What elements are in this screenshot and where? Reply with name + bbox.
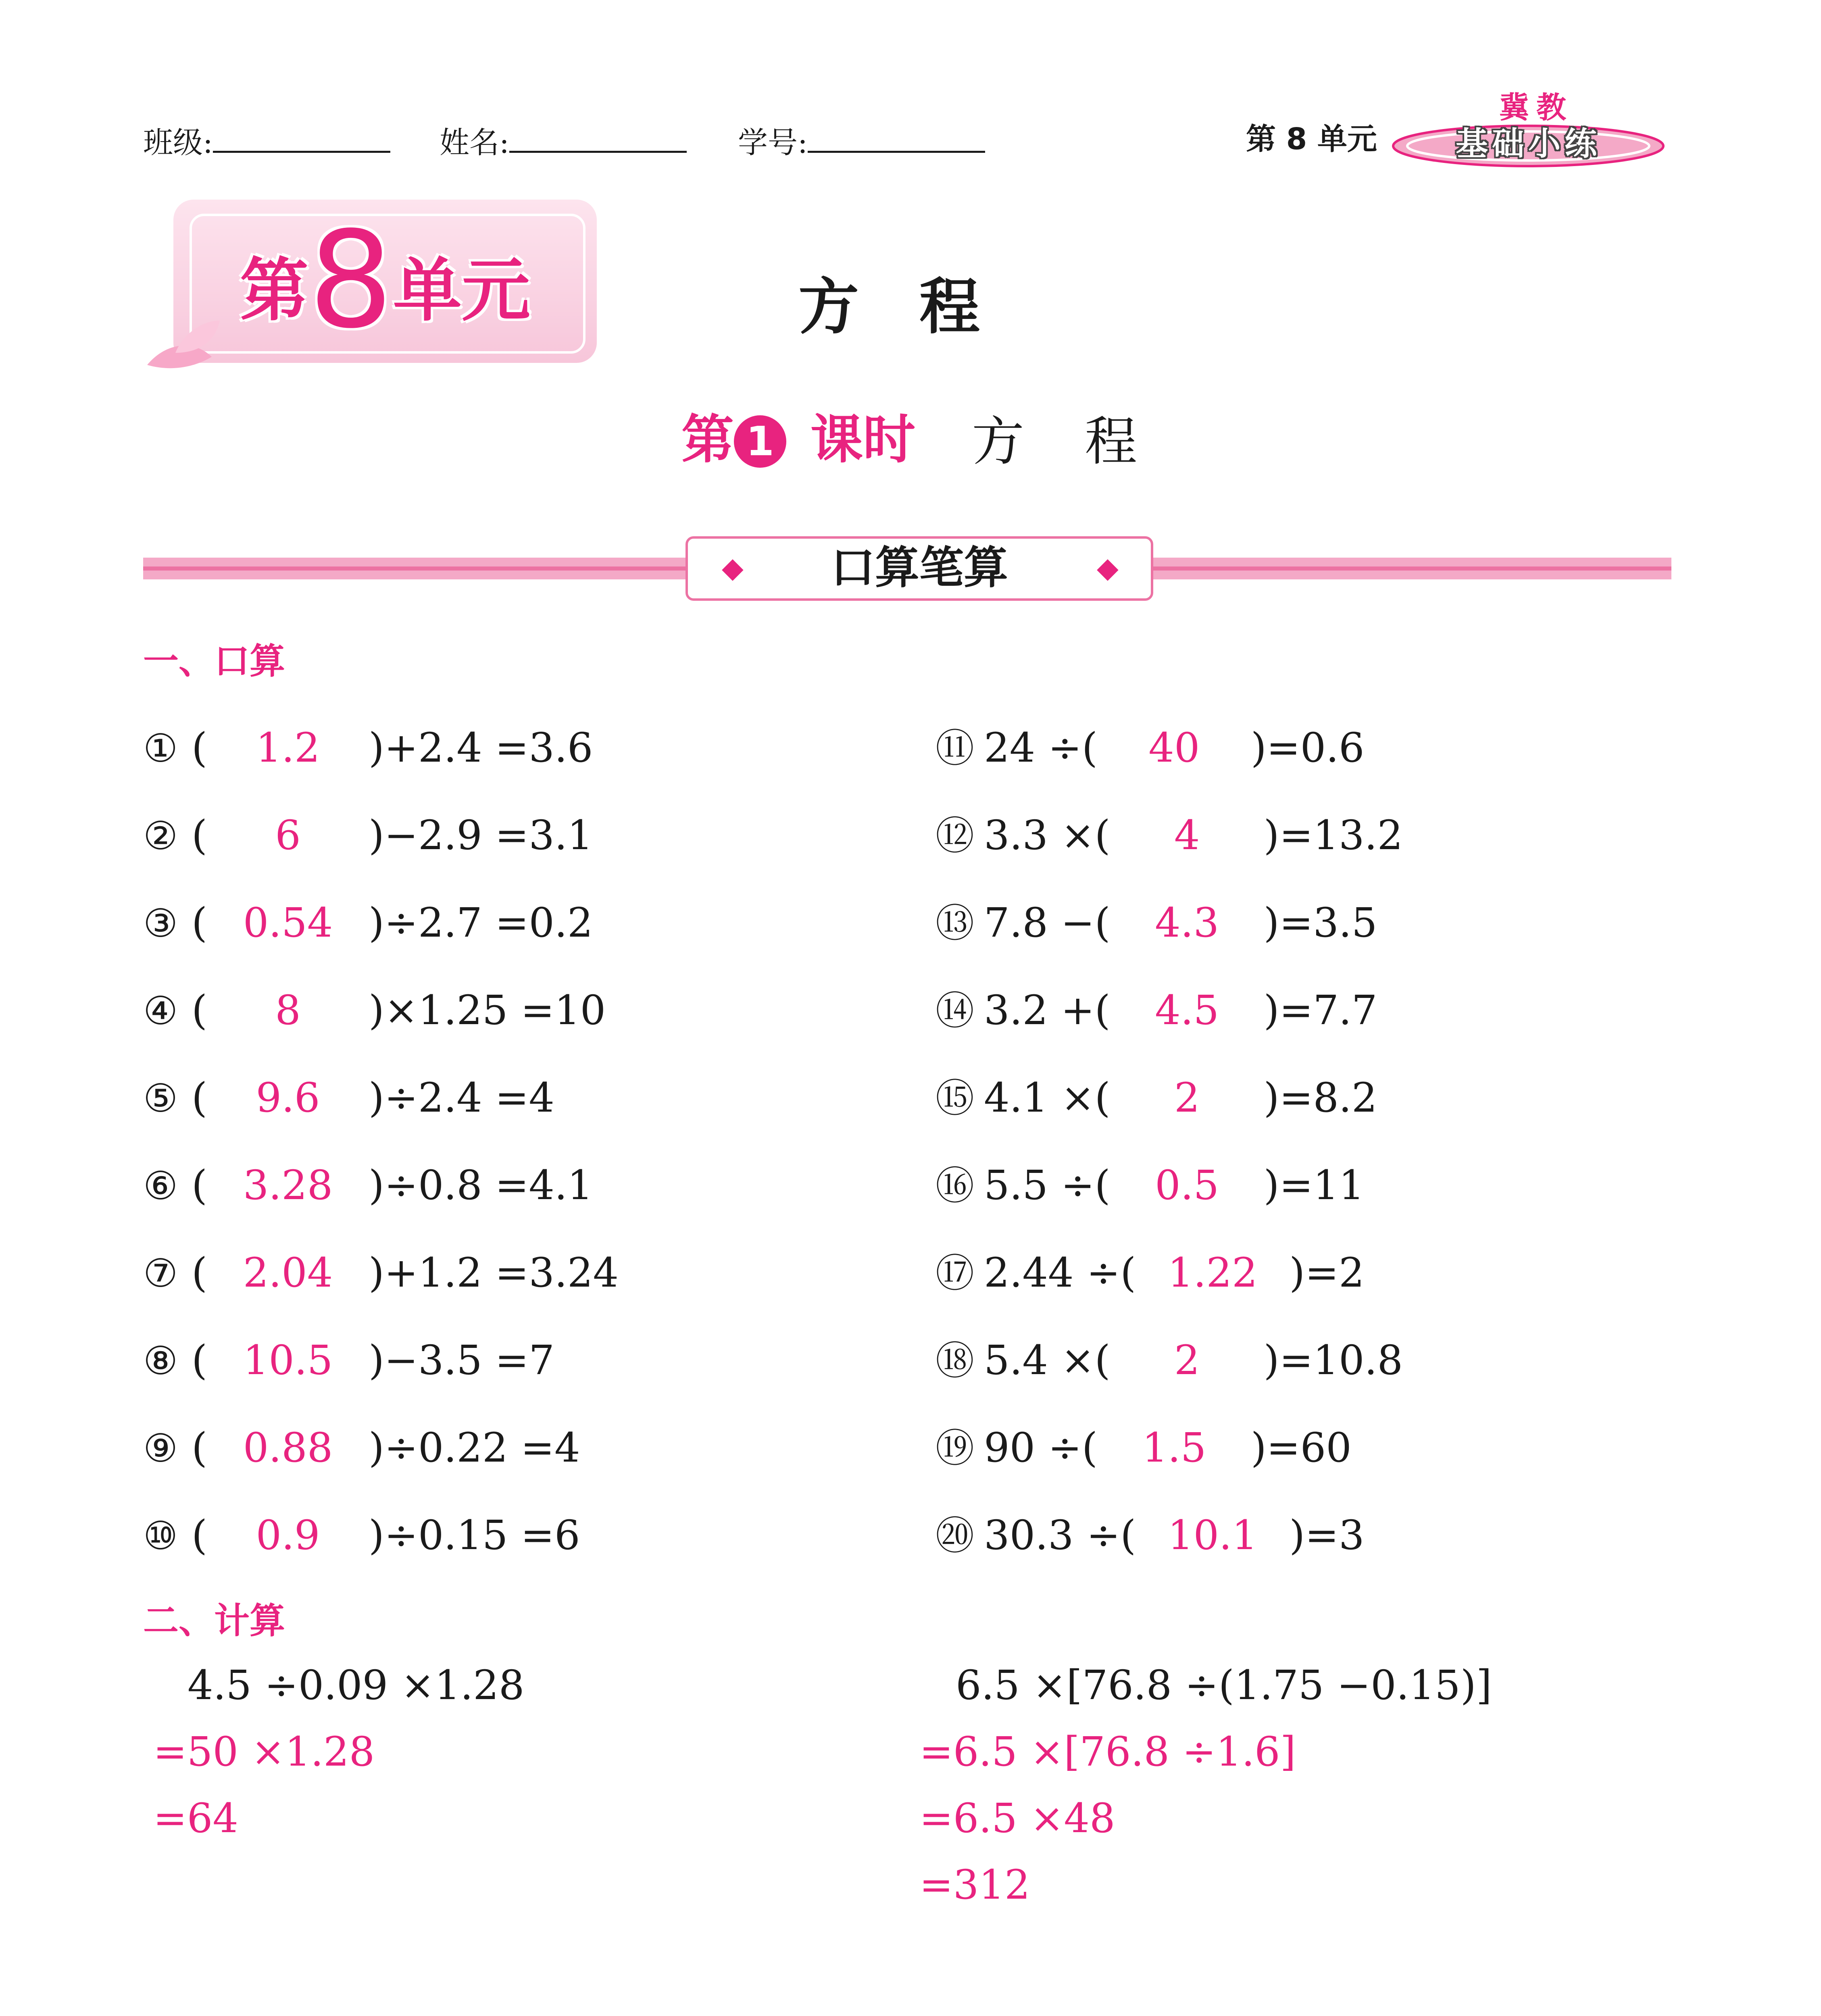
name-field xyxy=(440,121,687,161)
close-paren: ) xyxy=(369,987,385,1034)
problem-prefix: 5.4 × xyxy=(984,1337,1095,1384)
close-paren: ) xyxy=(369,1424,385,1471)
open-paren: ( xyxy=(192,1249,208,1296)
open-paren: ( xyxy=(192,899,208,946)
banner-title: 口算笔算 xyxy=(831,542,1008,594)
problem-result: =7.7 xyxy=(1279,987,1377,1034)
answer-blank[interactable]: 8 xyxy=(275,987,301,1034)
answer-blank[interactable]: 2.04 xyxy=(243,1249,333,1296)
mental-math-problem xyxy=(143,986,606,1035)
answer-blank[interactable]: 40 xyxy=(1148,724,1200,771)
close-paren: ) xyxy=(1263,812,1279,859)
problem-number: ⑧ xyxy=(143,1338,178,1383)
problem-expression: ÷2.4 =4 xyxy=(384,1074,555,1121)
problem-expression: −3.5 =7 xyxy=(384,1337,555,1384)
open-paren: ( xyxy=(192,1512,208,1559)
brand-publisher: 冀教 xyxy=(1499,90,1573,125)
problem-number: ⑲ xyxy=(936,1426,974,1471)
problem-number: ③ xyxy=(143,901,178,946)
open-paren: ( xyxy=(1081,1424,1098,1471)
header-unit-label: 第 8 单元 xyxy=(1246,122,1377,156)
problem-number: ⑭ xyxy=(936,988,974,1033)
problem-number: ⑱ xyxy=(936,1338,974,1383)
problem-result: =10.8 xyxy=(1279,1337,1403,1384)
close-paren: ) xyxy=(369,899,385,946)
open-paren: ( xyxy=(192,987,208,1034)
id-blank[interactable] xyxy=(808,121,985,153)
close-paren: ) xyxy=(1263,1074,1279,1121)
problem-prefix: 5.5 ÷ xyxy=(984,1162,1095,1209)
close-paren: ) xyxy=(1263,899,1279,946)
problem-prefix: 2.44 ÷ xyxy=(984,1249,1121,1296)
close-paren: ) xyxy=(1263,1337,1279,1384)
calc-question-left: 4.5 ÷0.09 ×1.28 xyxy=(188,1662,525,1709)
answer-blank[interactable]: 10.1 xyxy=(1167,1512,1258,1559)
mental-math-problem xyxy=(143,899,593,947)
id-label: 学号: xyxy=(738,125,808,160)
answer-blank[interactable]: 2 xyxy=(1174,1337,1200,1384)
answer-blank[interactable]: 1.22 xyxy=(1167,1249,1258,1296)
diamond-left-icon: ◆ xyxy=(722,551,744,584)
open-paren: ( xyxy=(192,1337,208,1384)
mental-math-problem xyxy=(936,1511,1365,1560)
close-paren: ) xyxy=(1263,987,1279,1034)
section2-title: 二、计算 xyxy=(143,1600,285,1641)
problem-prefix: 24 ÷ xyxy=(984,724,1082,771)
class-label: 班级: xyxy=(143,125,213,160)
open-paren: ( xyxy=(1081,724,1098,771)
mental-math-problem xyxy=(936,1336,1403,1385)
answer-blank[interactable]: 0.88 xyxy=(243,1424,333,1471)
problem-prefix: 4.1 × xyxy=(984,1074,1095,1121)
name-label: 姓名: xyxy=(440,125,509,160)
close-paren: ) xyxy=(1289,1249,1305,1296)
problem-number: ⑥ xyxy=(143,1163,178,1208)
unit-suffix: 单元 xyxy=(393,251,530,331)
mental-math-problem xyxy=(936,811,1403,860)
open-paren: ( xyxy=(1120,1249,1136,1296)
problem-expression: +2.4 =3.6 xyxy=(384,724,593,771)
close-paren: ) xyxy=(1263,1162,1279,1209)
diamond-right-icon: ◆ xyxy=(1097,551,1119,584)
answer-blank[interactable]: 4 xyxy=(1174,812,1200,859)
calc-step-right-1: =6.5 ×[76.8 ÷1.6] xyxy=(919,1728,1296,1775)
close-paren: ) xyxy=(1250,1424,1267,1471)
mental-math-problem xyxy=(143,1336,554,1385)
problem-expression: ÷0.8 =4.1 xyxy=(384,1162,593,1209)
open-paren: ( xyxy=(192,1162,208,1209)
mental-math-problem xyxy=(143,1074,554,1122)
problem-prefix: 7.8 − xyxy=(984,899,1095,946)
id-field xyxy=(738,121,985,161)
close-paren: ) xyxy=(369,1074,385,1121)
lesson-name: 方程 xyxy=(972,411,1198,472)
answer-blank[interactable]: 9.6 xyxy=(256,1074,320,1121)
problem-prefix: 3.2 + xyxy=(984,987,1095,1034)
answer-blank[interactable]: 6 xyxy=(275,812,301,859)
mental-math-problem xyxy=(143,1161,593,1210)
mental-math-problem xyxy=(143,1424,580,1472)
open-paren: ( xyxy=(192,1424,208,1471)
open-paren: ( xyxy=(192,724,208,771)
lesson-number: 1 xyxy=(734,415,786,468)
mental-math-problem xyxy=(143,811,593,860)
problem-expression: ÷2.7 =0.2 xyxy=(384,899,593,946)
open-paren: ( xyxy=(1094,1337,1111,1384)
problem-result: =13.2 xyxy=(1279,812,1403,859)
unit-title xyxy=(173,203,597,358)
problem-number: ⑨ xyxy=(143,1426,178,1471)
mental-math-problem xyxy=(936,1161,1365,1210)
problem-number: ⑫ xyxy=(936,813,974,858)
mental-math-problem xyxy=(143,1249,619,1297)
page-title: 方程 xyxy=(798,272,1041,342)
problem-number: ⑦ xyxy=(143,1251,178,1296)
mental-math-problem xyxy=(936,986,1377,1035)
problem-number: ⑮ xyxy=(936,1076,974,1121)
close-paren: ) xyxy=(369,1162,385,1209)
problem-number: ① xyxy=(143,726,178,771)
close-paren: ) xyxy=(369,724,385,771)
unit-prefix: 第 xyxy=(240,251,309,331)
answer-blank[interactable]: 3.28 xyxy=(243,1162,333,1209)
class-field xyxy=(143,121,390,161)
mental-math-problem xyxy=(936,1424,1352,1472)
problem-number: ⑯ xyxy=(936,1163,974,1208)
close-paren: ) xyxy=(369,812,385,859)
mental-math-problem xyxy=(143,1511,580,1560)
answer-blank[interactable]: 1.2 xyxy=(256,724,320,771)
lesson-prefix: 第 xyxy=(681,409,734,470)
problem-number: ⑪ xyxy=(936,726,974,771)
open-paren: ( xyxy=(192,1074,208,1121)
problem-result: =60 xyxy=(1266,1424,1352,1471)
calc-step-left-2: =64 xyxy=(153,1795,239,1842)
leaf-icon xyxy=(143,317,224,373)
problem-expression: ÷0.22 =4 xyxy=(384,1424,580,1471)
mental-math-problem xyxy=(936,1074,1377,1122)
problem-result: =11 xyxy=(1279,1162,1365,1209)
problem-number: ⑳ xyxy=(936,1513,974,1558)
name-blank[interactable] xyxy=(509,121,687,153)
open-paren: ( xyxy=(1120,1512,1136,1559)
brand-name: 基础小练 xyxy=(1456,125,1601,162)
open-paren: ( xyxy=(1094,987,1111,1034)
answer-blank[interactable]: 2 xyxy=(1174,1074,1200,1121)
problem-result: =2 xyxy=(1305,1249,1365,1296)
problem-expression: −2.9 =3.1 xyxy=(384,812,593,859)
open-paren: ( xyxy=(192,812,208,859)
mental-math-problem xyxy=(143,724,593,772)
answer-blank[interactable]: 4.5 xyxy=(1155,987,1219,1034)
open-paren: ( xyxy=(1094,812,1111,859)
unit-number: 8 xyxy=(308,203,393,358)
mental-math-problem xyxy=(936,1249,1365,1297)
answer-blank[interactable]: 0.54 xyxy=(243,899,333,946)
lesson-suffix: 课时 xyxy=(810,409,916,470)
calc-step-right-2: =6.5 ×48 xyxy=(919,1795,1115,1842)
open-paren: ( xyxy=(1094,1162,1111,1209)
calc-step-left-1: =50 ×1.28 xyxy=(153,1728,375,1775)
problem-number: ⑩ xyxy=(143,1513,178,1558)
mental-math-problem xyxy=(936,724,1365,772)
close-paren: ) xyxy=(1250,724,1267,771)
problem-expression: ÷0.15 =6 xyxy=(384,1512,580,1559)
problem-expression: ×1.25 =10 xyxy=(384,987,606,1034)
problem-number: ⑤ xyxy=(143,1076,178,1121)
answer-blank[interactable]: 4.3 xyxy=(1155,899,1219,946)
close-paren: ) xyxy=(369,1512,385,1559)
open-paren: ( xyxy=(1094,899,1111,946)
problem-result: =3 xyxy=(1305,1512,1365,1559)
problem-number: ⑬ xyxy=(936,901,974,946)
close-paren: ) xyxy=(369,1249,385,1296)
calc-step-right-3: =312 xyxy=(919,1861,1030,1908)
class-blank[interactable] xyxy=(213,121,390,153)
calc-question-right: 6.5 ×[76.8 ÷(1.75 −0.15)] xyxy=(956,1662,1492,1709)
problem-prefix: 90 ÷ xyxy=(984,1424,1082,1471)
problem-result: =0.6 xyxy=(1266,724,1365,771)
mental-math-problem xyxy=(936,899,1377,947)
problem-result: =8.2 xyxy=(1279,1074,1377,1121)
answer-blank[interactable]: 10.5 xyxy=(243,1337,333,1384)
answer-blank[interactable]: 1.5 xyxy=(1142,1424,1206,1471)
problem-number: ④ xyxy=(143,988,178,1033)
problem-number: ⑰ xyxy=(936,1251,974,1296)
close-paren: ) xyxy=(369,1337,385,1384)
open-paren: ( xyxy=(1094,1074,1111,1121)
answer-blank[interactable]: 0.9 xyxy=(256,1512,320,1559)
problem-number: ② xyxy=(143,813,178,858)
section1-title: 一、口算 xyxy=(143,640,285,682)
problem-result: =3.5 xyxy=(1279,899,1377,946)
problem-prefix: 30.3 ÷ xyxy=(984,1512,1121,1559)
problem-expression: +1.2 =3.24 xyxy=(384,1249,619,1296)
problem-prefix: 3.3 × xyxy=(984,812,1095,859)
answer-blank[interactable]: 0.5 xyxy=(1155,1162,1219,1209)
close-paren: ) xyxy=(1289,1512,1305,1559)
